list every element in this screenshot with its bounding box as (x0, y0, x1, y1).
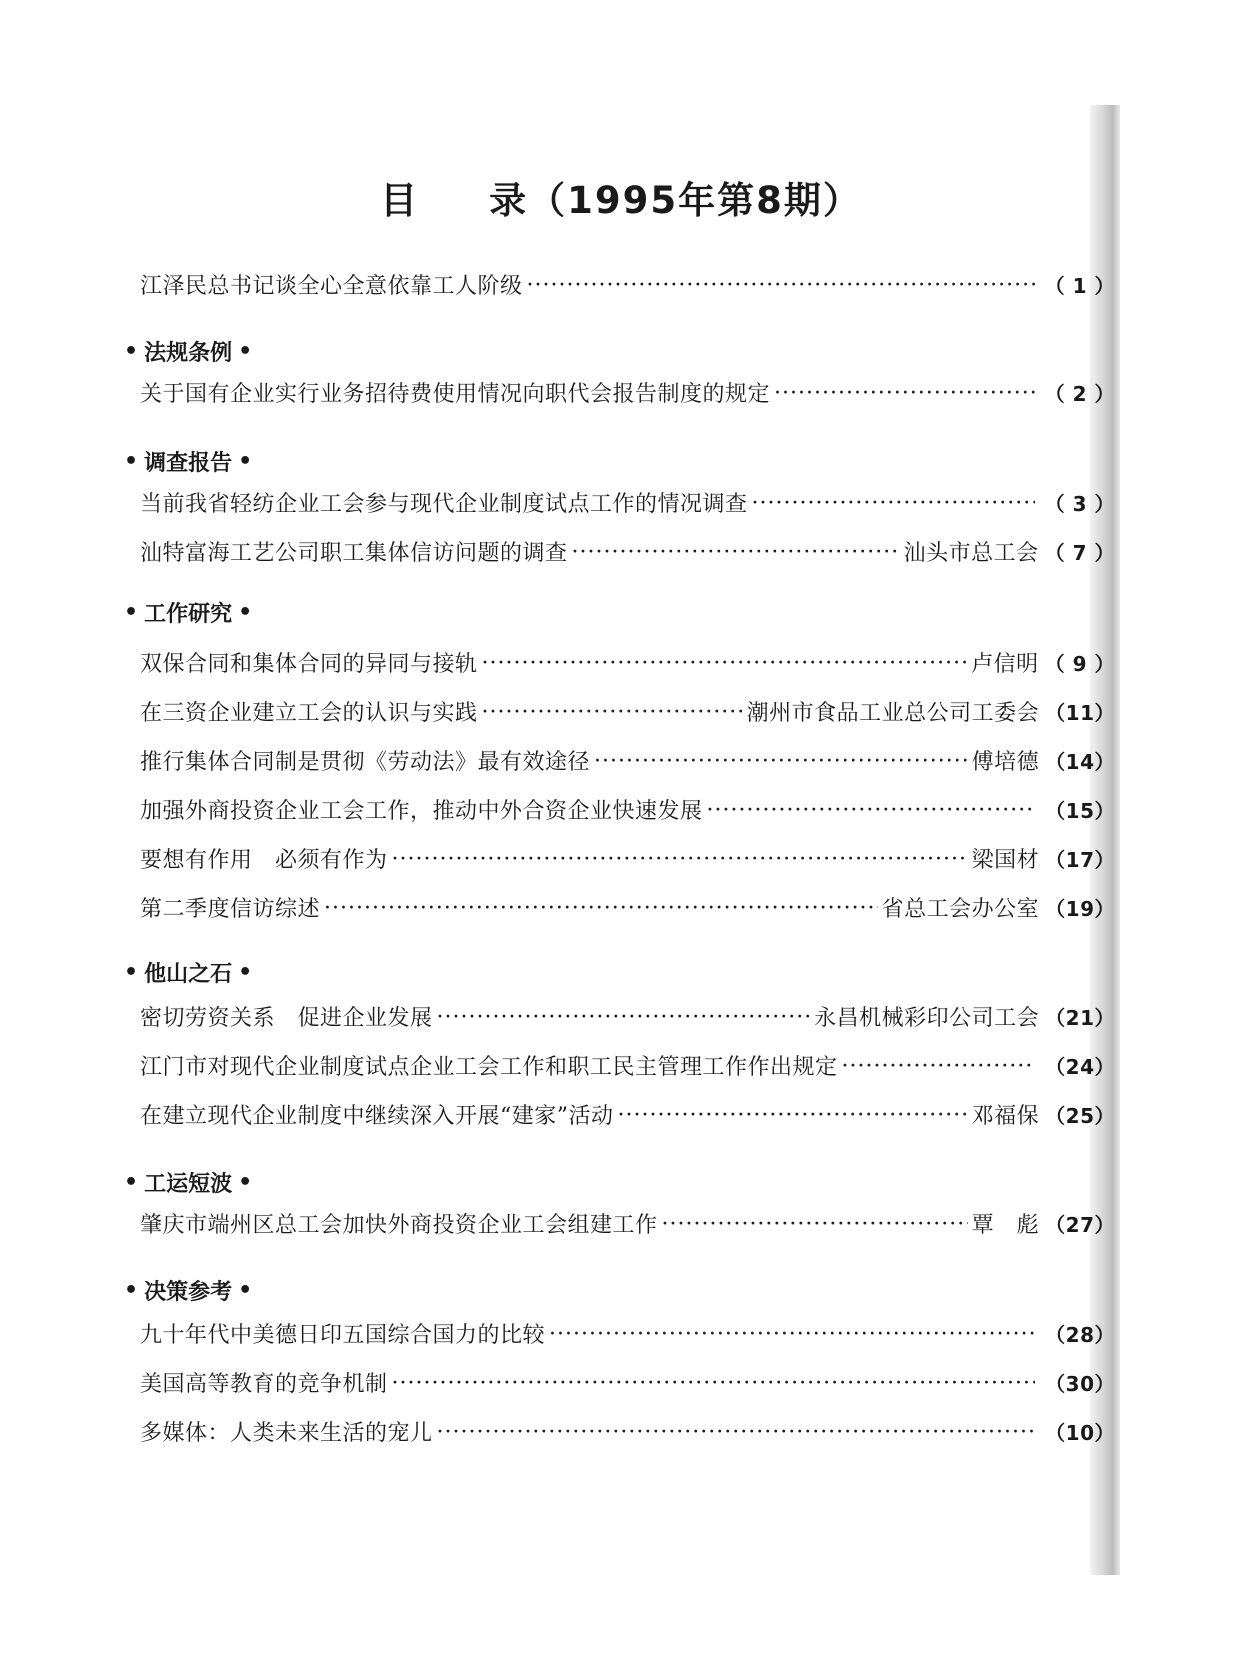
toc-entry[interactable] (140, 1094, 1115, 1134)
toc-entry[interactable] (140, 1411, 1115, 1451)
entry-page-number: （ 3 ） (1044, 491, 1115, 516)
section-heading (118, 595, 258, 629)
page-title-rest: 录（1995年第8期） (489, 179, 862, 222)
bullet-dot: • (124, 1277, 139, 1303)
dot-leader (842, 1054, 1036, 1080)
entry-title: 江泽民总书记谈全心全意依靠工人阶级 (140, 273, 523, 299)
section-heading (118, 955, 258, 989)
dot-leader (482, 651, 968, 677)
section-heading (118, 444, 258, 478)
dot-leader (618, 1103, 968, 1129)
bullet-dot: • (238, 959, 253, 985)
entry-page-number: （24） (1045, 1054, 1115, 1079)
dot-leader (324, 896, 878, 922)
dot-leader (752, 491, 1035, 517)
toc-entry[interactable] (140, 372, 1115, 412)
entry-page-number: （ 9 ） (1044, 651, 1115, 676)
entry-title: 汕特富海工艺公司职工集体信访问题的调查 (140, 540, 568, 566)
entry-page-number: （27） (1045, 1212, 1115, 1237)
toc-entry[interactable] (140, 887, 1115, 927)
dot-leader (549, 1322, 1035, 1348)
bullet-dot: • (124, 1169, 139, 1195)
entry-page-number: （ 1 ） (1044, 273, 1115, 298)
section-name: 调查报告 (144, 450, 233, 476)
dot-leader (437, 1420, 1036, 1446)
entry-page-number: （19） (1045, 896, 1115, 921)
entry-page-number: （21） (1045, 1005, 1115, 1030)
toc-entry[interactable] (140, 1362, 1115, 1402)
entry-page-number: （28） (1045, 1322, 1115, 1347)
entry-author: 覃 彪 (971, 1212, 1040, 1238)
dot-leader (437, 1005, 811, 1031)
entry-title: 美国高等教育的竞争机制 (140, 1371, 388, 1397)
toc-entry[interactable] (140, 1313, 1115, 1353)
dot-leader (594, 749, 968, 775)
entry-title: 九十年代中美德日印五国综合国力的比较 (140, 1322, 546, 1348)
bullet-dot: • (238, 1169, 253, 1195)
entry-author: 卢信明 (971, 651, 1039, 677)
entry-title: 推行集体合同制是贯彻《劳动法》最有效途径 (140, 749, 591, 775)
entry-author: 傅培德 (971, 749, 1040, 775)
entry-title: 在三资企业建立工会的认识与实践 (140, 700, 478, 726)
dot-leader (662, 1212, 968, 1238)
bullet-dot: • (238, 448, 253, 474)
toc-entry[interactable] (140, 740, 1115, 780)
bullet-dot: • (124, 448, 139, 474)
dot-leader (707, 798, 1036, 824)
entry-title: 双保合同和集体合同的异同与接轨 (140, 651, 478, 677)
section-heading (118, 334, 258, 368)
section-name: 工运短波 (144, 1171, 233, 1197)
entry-title: 当前我省轻纺企业工会参与现代企业制度试点工作的情况调查 (140, 491, 748, 517)
entry-page-number: （30） (1045, 1371, 1115, 1396)
toc-entry[interactable] (140, 1203, 1115, 1243)
entry-author: 潮州市食品工业总公司工委会 (746, 700, 1040, 726)
bullet-dot: • (124, 599, 139, 625)
entry-page-number: （11） (1045, 700, 1115, 725)
entry-title: 密切劳资关系 促进企业发展 (140, 1005, 433, 1031)
entry-page-number: （ 7 ） (1044, 540, 1115, 565)
entry-page-number: （25） (1045, 1103, 1115, 1128)
dot-leader (392, 1371, 1036, 1397)
toc-entry[interactable] (140, 996, 1115, 1036)
dot-leader (774, 381, 1035, 407)
entry-page-number: （14） (1045, 749, 1115, 774)
entry-title: 江门市对现代企业制度试点企业工会工作和职工民主管理工作作出规定 (140, 1054, 838, 1080)
section-heading (118, 1273, 258, 1307)
toc-entry[interactable] (140, 482, 1115, 522)
dot-leader (527, 273, 1035, 299)
entry-title: 在建立现代企业制度中继续深入开展“建家”活动 (140, 1103, 614, 1129)
toc-entry[interactable] (140, 1045, 1115, 1085)
section-name: 工作研究 (144, 601, 233, 627)
toc-entry[interactable] (140, 264, 1115, 304)
entry-page-number: （15） (1045, 798, 1115, 823)
bullet-dot: • (238, 599, 253, 625)
section-name: 决策参考 (144, 1279, 233, 1305)
entry-title: 第二季度信访综述 (140, 896, 321, 922)
entry-author: 邓福保 (971, 1103, 1040, 1129)
toc-entry[interactable] (140, 531, 1115, 571)
dot-leader (392, 847, 968, 873)
entry-page-number: （10） (1045, 1420, 1115, 1445)
bullet-dot: • (124, 959, 139, 985)
entry-title: 肇庆市端州区总工会加快外商投资企业工会组建工作 (140, 1212, 658, 1238)
toc-entry[interactable] (140, 642, 1115, 682)
bullet-dot: • (124, 338, 139, 364)
dot-leader (572, 540, 900, 566)
entry-title: 多媒体：人类未来生活的宠儿 (140, 1420, 433, 1446)
section-name: 他山之石 (144, 961, 233, 987)
entry-title: 要想有作用 必须有作为 (140, 847, 388, 873)
section-heading (118, 1165, 258, 1199)
entry-title: 关于国有企业实行业务招待费使用情况向职代会报告制度的规定 (140, 381, 771, 407)
entry-author: 汕头市总工会 (903, 540, 1039, 566)
entry-author: 省总工会办公室 (881, 896, 1040, 922)
entry-author: 永昌机械彩印公司工会 (814, 1005, 1040, 1031)
entry-title: 加强外商投资企业工会工作，推动中外合资企业快速发展 (140, 798, 703, 824)
dot-leader (482, 700, 743, 726)
toc-entry[interactable] (140, 691, 1115, 731)
bullet-dot: • (238, 1277, 253, 1303)
toc-entry[interactable] (140, 838, 1115, 878)
entry-page-number: （ 2 ） (1044, 381, 1115, 406)
page-title-main: 目 (380, 179, 420, 222)
toc-entry[interactable] (140, 789, 1115, 829)
entry-page-number: （17） (1045, 847, 1115, 872)
bullet-dot: • (238, 338, 253, 364)
section-name: 法规条例 (144, 340, 233, 366)
entry-author: 梁国材 (971, 847, 1040, 873)
